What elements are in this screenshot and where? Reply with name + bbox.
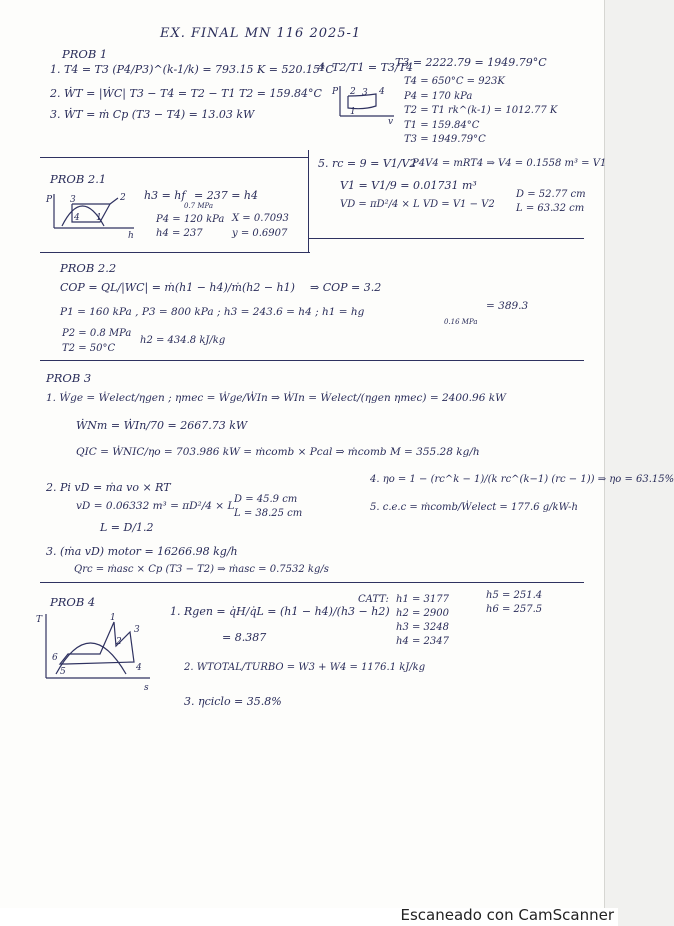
- prob4-diag-s: s: [144, 683, 149, 693]
- prob22-heading: PROB 2.2: [60, 261, 117, 275]
- prob1-calc-3: T2 = T1 rk^(k-1) = 1012.77 K: [404, 105, 558, 116]
- prob4-diag-n3: 3: [134, 625, 140, 635]
- prob1-diag-v: v: [388, 117, 394, 127]
- prob21-eq4: X = 0.7093: [232, 213, 289, 224]
- prob22-line4: T2 = 50°C: [62, 343, 116, 354]
- prob4-diag-n1: 1: [110, 613, 116, 623]
- prob21-eq1: h3 = hf: [144, 189, 186, 202]
- divider-prob21: [40, 252, 310, 253]
- prob21-eq1-sub: 0.7 MPa: [184, 202, 214, 210]
- prob1-q5a: 5. rc = 9 = V1/V2: [318, 157, 417, 170]
- prob4-line1b: = 8.387: [222, 631, 267, 644]
- prob4-line3: 3. ηciclo = 35.8%: [184, 695, 282, 708]
- prob1-q5b: P4V4 = mRT4 ⇒ V4 = 0.1558 m³ = V1: [412, 158, 607, 169]
- prob3-line9: 3. (ṁa vD) motor = 16266.98 kg/h: [46, 545, 238, 558]
- prob4-h5: h5 = 251.4: [486, 590, 543, 601]
- prob1-q5e: D = 52.77 cm: [516, 189, 586, 200]
- prob21-ph-diagram: [46, 192, 138, 241]
- prob4-heading: PROB 4: [50, 595, 96, 609]
- prob21-eq1b: = 237 = h4: [194, 189, 259, 202]
- prob4-diag-t: T: [36, 615, 43, 625]
- prob4-h4: h4 = 2347: [396, 636, 449, 647]
- prob4-diag-n6: 6: [52, 653, 58, 663]
- prob3-line7: L = 38.25 cm: [234, 508, 303, 519]
- prob4-h3: h3 = 3248: [396, 622, 449, 633]
- prob1-q4: 4. T2/T1 = T3/T4: [318, 61, 413, 74]
- divider-vertical: [308, 150, 309, 252]
- prob22-cop-result: ⇒ COP = 3.2: [310, 281, 382, 294]
- prob1-diag-p: P: [332, 87, 339, 97]
- prob21-diag-n3: 3: [70, 195, 76, 205]
- prob4-diag-n5: 5: [60, 667, 66, 677]
- divider-prob3: [40, 582, 584, 583]
- scanner-watermark: Escaneado con CamScanner: [400, 906, 614, 924]
- prob22-cop: COP = QL/|WC| = ṁ(h1 − h4)/ṁ(h2 − h1): [60, 281, 295, 294]
- prob4-h2: h2 = 2900: [396, 608, 449, 619]
- prob22-line2-val: = 389.3: [486, 300, 529, 312]
- prob1-line2: 2. ẆT = |ẆC| T3 − T4 = T2 − T1 T2 = 159.84°C: [50, 87, 322, 100]
- prob1-pv-diagram: [332, 84, 396, 127]
- prob4-diag-n4: 4: [136, 663, 142, 673]
- prob3-line4: 2. Pi vD = ṁa vo × RT: [46, 481, 171, 494]
- prob1-calc-5: T3 = 1949.79°C: [404, 134, 486, 145]
- prob3-right1: 4. ηo = 1 − (rc^k − 1)/(k rc^(k−1) (rc − 1)) ⇒ ηo = 63.15%: [370, 474, 674, 485]
- prob4-h1: h1 = 3177: [396, 594, 449, 605]
- prob3-line3: QIC = ẆNIC/ηo = 703.986 kW = ṁcomb × Pcal ⇒ ṁcomb M = 355.28 kg/h: [76, 446, 480, 458]
- prob1-line3: 3. ẆT = ṁ Cp (T3 − T4) = 13.03 kW: [50, 108, 255, 121]
- prob22-line2-sub: 0.16 MPa: [444, 318, 478, 326]
- divider-prob22: [40, 360, 584, 361]
- prob3-line1: 1. Ẇge = Ẇelect/ηgen ; ηmec = Ẇge/ẆIn ⇒ ẆIn = Ẇelect/(ηgen ηmec) = 2400.96 kW: [46, 392, 506, 404]
- prob21-diag-h: h: [128, 231, 134, 241]
- divider-prob1: [40, 157, 308, 158]
- prob3-right2: 5. c.e.c = ṁcomb/Ẇelect = 177.6 g/kW-h: [370, 502, 578, 513]
- prob3-line8: L = D/1.2: [100, 521, 154, 534]
- prob3-heading: PROB 3: [46, 371, 92, 385]
- prob21-diag-p: P: [46, 195, 53, 205]
- prob1-calc-0: T3 = 2222.79 = 1949.79°C: [395, 56, 547, 69]
- prob1-q5c: V1 = V1/9 = 0.01731 m³: [340, 179, 477, 192]
- prob1-diag-n4: 4: [379, 87, 385, 97]
- prob21-eq3: h4 = 237: [156, 228, 203, 239]
- prob22-h2: h2 = 434.8 kJ/kg: [140, 335, 226, 346]
- prob21-diag-n1: 1: [96, 213, 102, 223]
- prob22-line3: P2 = 0.8 MPa: [62, 328, 132, 339]
- prob1-q5d: VD = πD²/4 × L VD = V1 − V2: [340, 199, 495, 210]
- prob1-heading: PROB 1: [62, 47, 108, 61]
- prob1-calc-1: T4 = 650°C = 923K: [404, 76, 505, 87]
- prob1-calc-2: P4 = 170 kPa: [404, 91, 473, 102]
- prob1-q5f: L = 63.32 cm: [516, 203, 585, 214]
- prob3-line5: vD = 0.06332 m³ = πD²/4 × L: [76, 500, 235, 512]
- prob4-h6: h6 = 257.5: [486, 604, 543, 615]
- prob21-eq2: P4 = 120 kPa: [156, 214, 225, 225]
- prob1-calc-4: T1 = 159.84°C: [404, 120, 480, 131]
- prob3-line10: Qrc = ṁasc × Cp (T3 − T2) ⇒ ṁasc = 0.7532 kg/s: [74, 564, 329, 575]
- prob1-diag-n3: 3: [362, 88, 368, 98]
- prob1-diag-n1: 1: [350, 107, 356, 117]
- prob21-heading: PROB 2.1: [50, 172, 107, 186]
- prob1-diag-n2: 2: [350, 87, 356, 97]
- prob4-diag-n2: 2: [116, 637, 122, 647]
- prob3-line2: ẆNm = ẆIn/70 = 2667.73 kW: [76, 419, 248, 432]
- prob21-eq5: y = 0.6907: [232, 228, 288, 239]
- prob21-diag-n4: 4: [74, 213, 80, 223]
- prob4-table-tag: CATT:: [358, 594, 389, 605]
- divider-prob1-bottom: [308, 238, 584, 239]
- prob4-ts-diagram: [36, 612, 160, 694]
- prob4-line2: 2. WTOTAL/TURBO = W3 + W4 = 1176.1 kJ/kg: [184, 662, 426, 673]
- prob4-line1: 1. Rgen = q̇H/q̇L = (h1 − h4)/(h3 − h2): [170, 605, 390, 618]
- prob22-line2: P1 = 160 kPa , P3 = 800 kPa ; h3 = 243.6 = h4 ; h1 = hg: [60, 306, 365, 318]
- prob1-line1: 1. T4 = T3 (P4/P3)^(k-1/k) = 793.15 K = 520.15°C: [50, 63, 334, 76]
- page-title: EX. FINAL MN 116 2025-1: [160, 26, 362, 41]
- prob3-line6: D = 45.9 cm: [234, 494, 298, 505]
- prob21-diag-n2: 2: [120, 193, 126, 203]
